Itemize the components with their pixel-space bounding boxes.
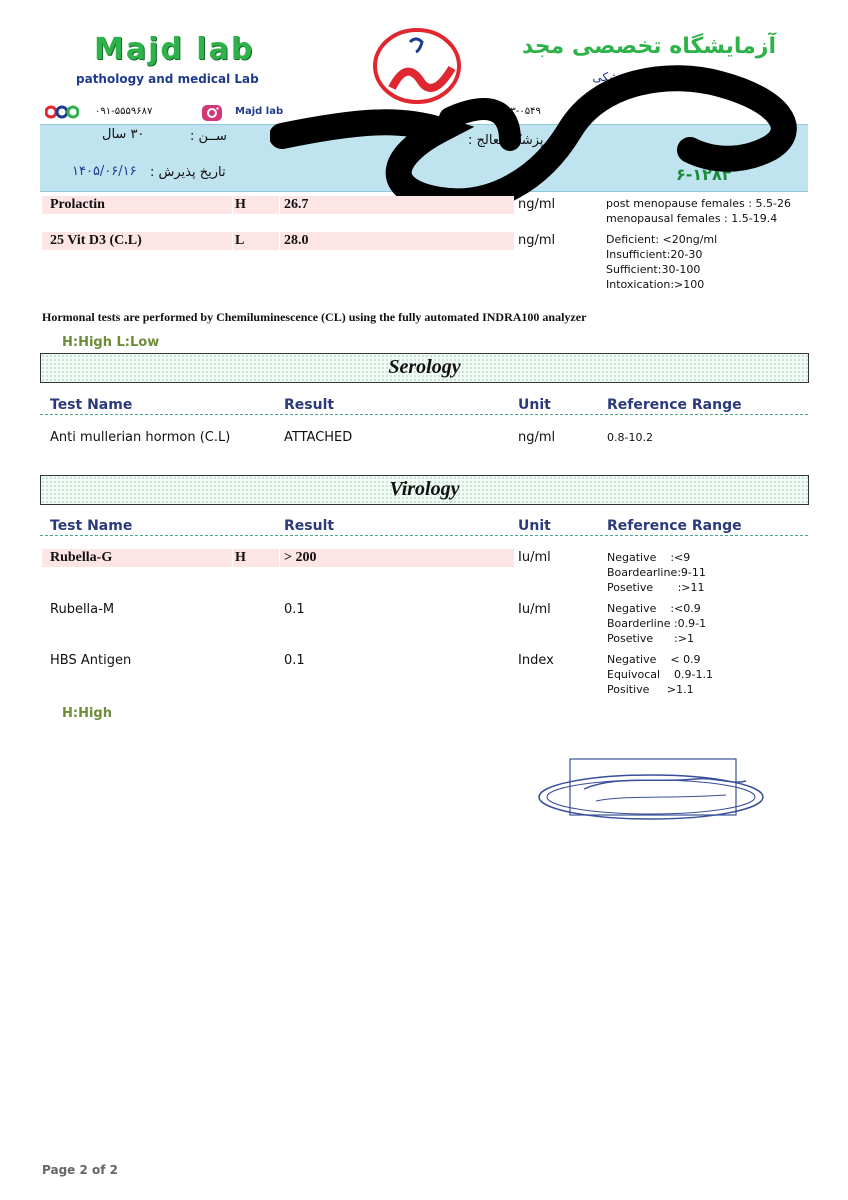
col-test-name: Test Name xyxy=(50,397,133,413)
lab-logo-en: Majd lab xyxy=(94,32,255,67)
patient-id: ۶-۱۲۸۳ xyxy=(676,165,732,184)
col-reference: Reference Range xyxy=(607,397,742,413)
serology-section-header xyxy=(40,353,809,383)
col-test-name: Test Name xyxy=(50,518,133,534)
result-amh: ATTACHED xyxy=(284,430,353,445)
page-number: Page 2 of 2 xyxy=(42,1163,118,1177)
lab-logo-fa: آزمایشگاه تخصصی مجد xyxy=(521,34,776,59)
instagram-icon xyxy=(201,104,223,122)
result-hbs-antigen: 0.1 xyxy=(284,653,305,668)
result-rubella-g: > 200 xyxy=(280,549,514,567)
reference-hbs-antigen: Negative < 0.9 Equivocal 0.9-1.1 Positive >1.1 xyxy=(607,653,713,696)
reference-amh: 0.8-10.2 xyxy=(607,431,653,444)
unit-vitd3: ng/ml xyxy=(518,233,556,248)
lab-subtitle-en: pathology and medical Lab xyxy=(76,72,259,86)
test-name-prolactin: Prolactin xyxy=(42,196,232,214)
legend-high-low: H:High L:Low xyxy=(62,335,160,350)
result-vitd3: 28.0 xyxy=(280,232,514,250)
doctor-stamp-icon xyxy=(536,755,774,825)
virology-header-divider xyxy=(40,535,808,536)
col-result: Result xyxy=(284,397,335,413)
reference-rubella-m: Negative :<0.9 Boarderline :0.9-1 Posetive :>1 xyxy=(607,602,707,645)
phone-number-left: ۰۹۱-۵۵۵۹۶۸۷ xyxy=(95,106,153,117)
test-name-rubella-m: Rubella-M xyxy=(50,602,115,617)
age-value: ۳۰ سال xyxy=(102,127,145,142)
unit-hbs-antigen: Index xyxy=(518,653,554,668)
brand-dots-icon xyxy=(45,105,79,119)
serology-header-divider xyxy=(40,414,808,415)
virology-title: Virology xyxy=(389,478,460,500)
hormone-method-note: Hormonal tests are performed by Chemiluminescence (CL) using the fully automated INDRA100 analyzer xyxy=(42,310,587,324)
col-reference: Reference Range xyxy=(607,518,742,534)
legend-high: H:High xyxy=(62,706,112,721)
flag-prolactin: H xyxy=(233,196,279,214)
unit-rubella-g: Iu/ml xyxy=(518,550,551,565)
reference-prolactin: post menopause females : 5.5-26 menopausal females : 1.5-19.4 xyxy=(606,197,791,225)
virology-section-header xyxy=(40,475,809,505)
result-prolactin: 26.7 xyxy=(280,196,514,214)
instagram-handle: Majd lab xyxy=(235,106,284,117)
unit-amh: ng/ml xyxy=(518,430,556,445)
unit-prolactin: ng/ml xyxy=(518,197,556,212)
serology-title: Serology xyxy=(388,356,461,378)
result-rubella-m: 0.1 xyxy=(284,602,305,617)
flag-rubella-g: H xyxy=(233,549,279,567)
reference-rubella-g: Negative :<9 Boardearline:9-11 Posetive :>11 xyxy=(607,551,706,594)
phone-number-mid: ۲۳-۰۵۴۹ xyxy=(505,106,541,117)
admission-date: ۱۴۰۵/۰۶/۱۶ xyxy=(72,164,137,179)
doctor-label: پزشک معالج : xyxy=(468,133,544,148)
test-name-vitd3: 25 Vit D3 (C.L) xyxy=(42,232,232,250)
test-name-amh: Anti mullerian hormon (C.L) xyxy=(50,430,231,445)
col-unit: Unit xyxy=(518,518,551,534)
unit-rubella-m: Iu/ml xyxy=(518,602,551,617)
lab-subtitle-fa: پاتولوژی و تشخیص پزشکی xyxy=(592,70,728,84)
admission-label: تاریخ پذیرش : xyxy=(150,165,226,180)
flag-vitd3: L xyxy=(233,232,279,250)
col-result: Result xyxy=(284,518,335,534)
test-name-hbs-antigen: HBS Antigen xyxy=(50,653,132,668)
test-name-rubella-g: Rubella-G xyxy=(42,549,232,567)
redaction-scribble xyxy=(270,60,810,210)
age-label: ســن : xyxy=(190,129,227,144)
col-unit: Unit xyxy=(518,397,551,413)
reference-vitd3: Deficient: <20ng/ml Insufficient:20-30 Sufficient:30-100 Intoxication:>100 xyxy=(606,233,718,291)
